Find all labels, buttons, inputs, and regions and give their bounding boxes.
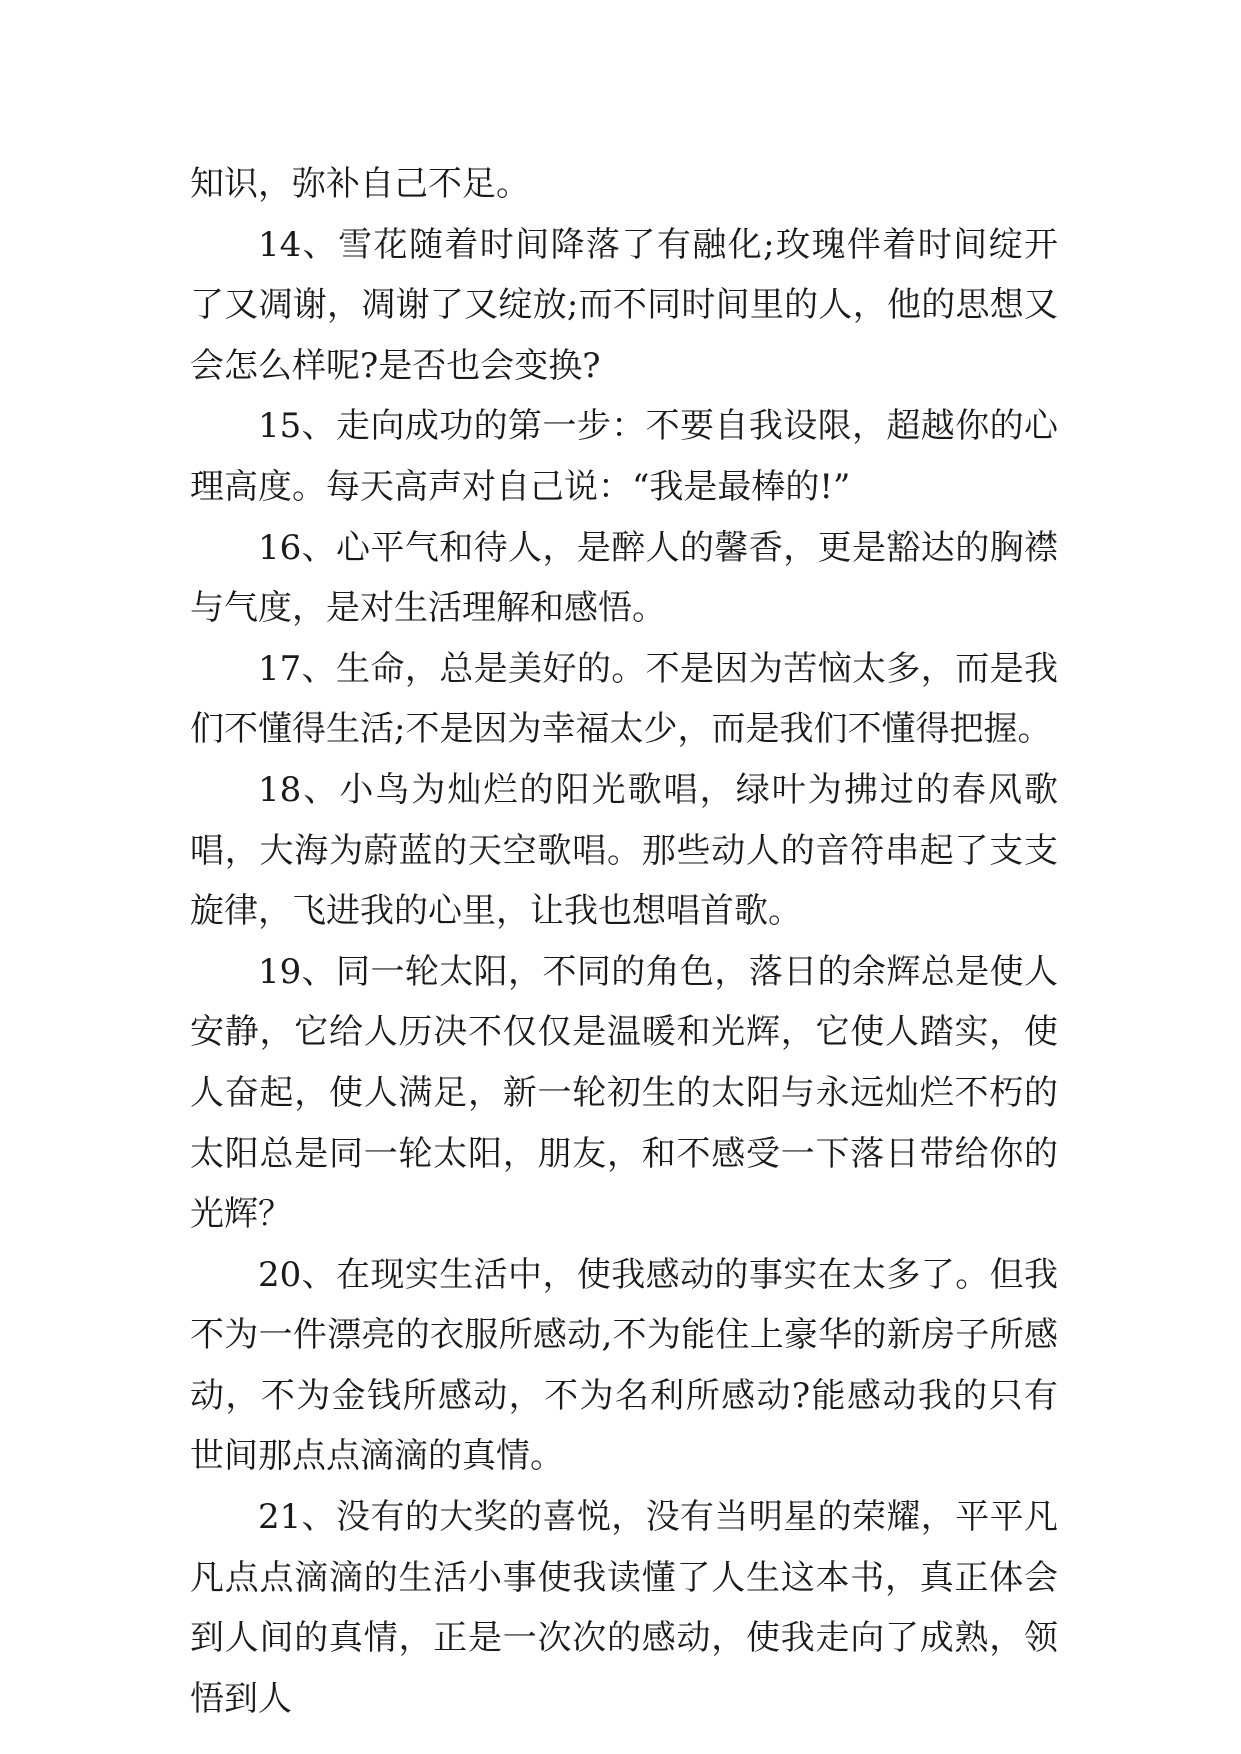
paragraph-16: 16、心平气和待人，是醉人的馨香，更是豁达的胸襟与气度，是对生活理解和感悟。 <box>190 527 1058 629</box>
paragraph-continuation: 知识，弥补自己不足。 <box>190 164 530 204</box>
paragraph-18: 18、小鸟为灿烂的阳光歌唱，绿叶为拂过的春风歌唱，大海为蔚蓝的天空歌唱。那些动人的音符串起了支支旋律，飞进我的心里，让我也想唱首歌。 <box>190 769 1058 932</box>
paragraph-21: 21、没有的大奖的喜悦，没有当明星的荣耀，平平凡凡点点滴滴的生活小事使我读懂了人生这本书，真正体会到人间的真情，正是一次次的感动，使我走向了成熟，领悟到人 <box>190 1497 1058 1719</box>
paragraph-20: 20、在现实生活中，使我感动的事实在太多了。但我不为一件漂亮的衣服所感动,不为能住上豪华的新房子所感动，不为金钱所感动，不为名利所感动?能感动我的只有世间那点点滴滴的真情。 <box>190 1254 1058 1477</box>
paragraph-19: 19、同一轮太阳，不同的角色，落日的余辉总是使人安静，它给人历决不仅仅是温暖和光辉，它使人踏实，使人奋起，使人满足，新一轮初生的太阳与永远灿烂不朽的太阳总是同一轮太阳，朋友，和不感受一下落日带给你的光辉？ <box>190 951 1058 1235</box>
paragraph-17: 17、生命，总是美好的。不是因为苦恼太多，而是我们不懂得生活;不是因为幸福太少，而是我们不懂得把握。 <box>190 648 1058 750</box>
paragraph-14: 14、雪花随着时间降落了有融化;玫瑰伴着时间绽开了又凋谢，凋谢了又绽放;而不同时间里的人，他的思想又会怎么样呢?是否也会变换? <box>190 224 1059 386</box>
paragraph-15: 15、走向成功的第一步：不要自我设限，超越你的心理高度。每天高声对自己说：“我是最棒的!” <box>190 406 1058 507</box>
document-body <box>190 154 1058 1729</box>
